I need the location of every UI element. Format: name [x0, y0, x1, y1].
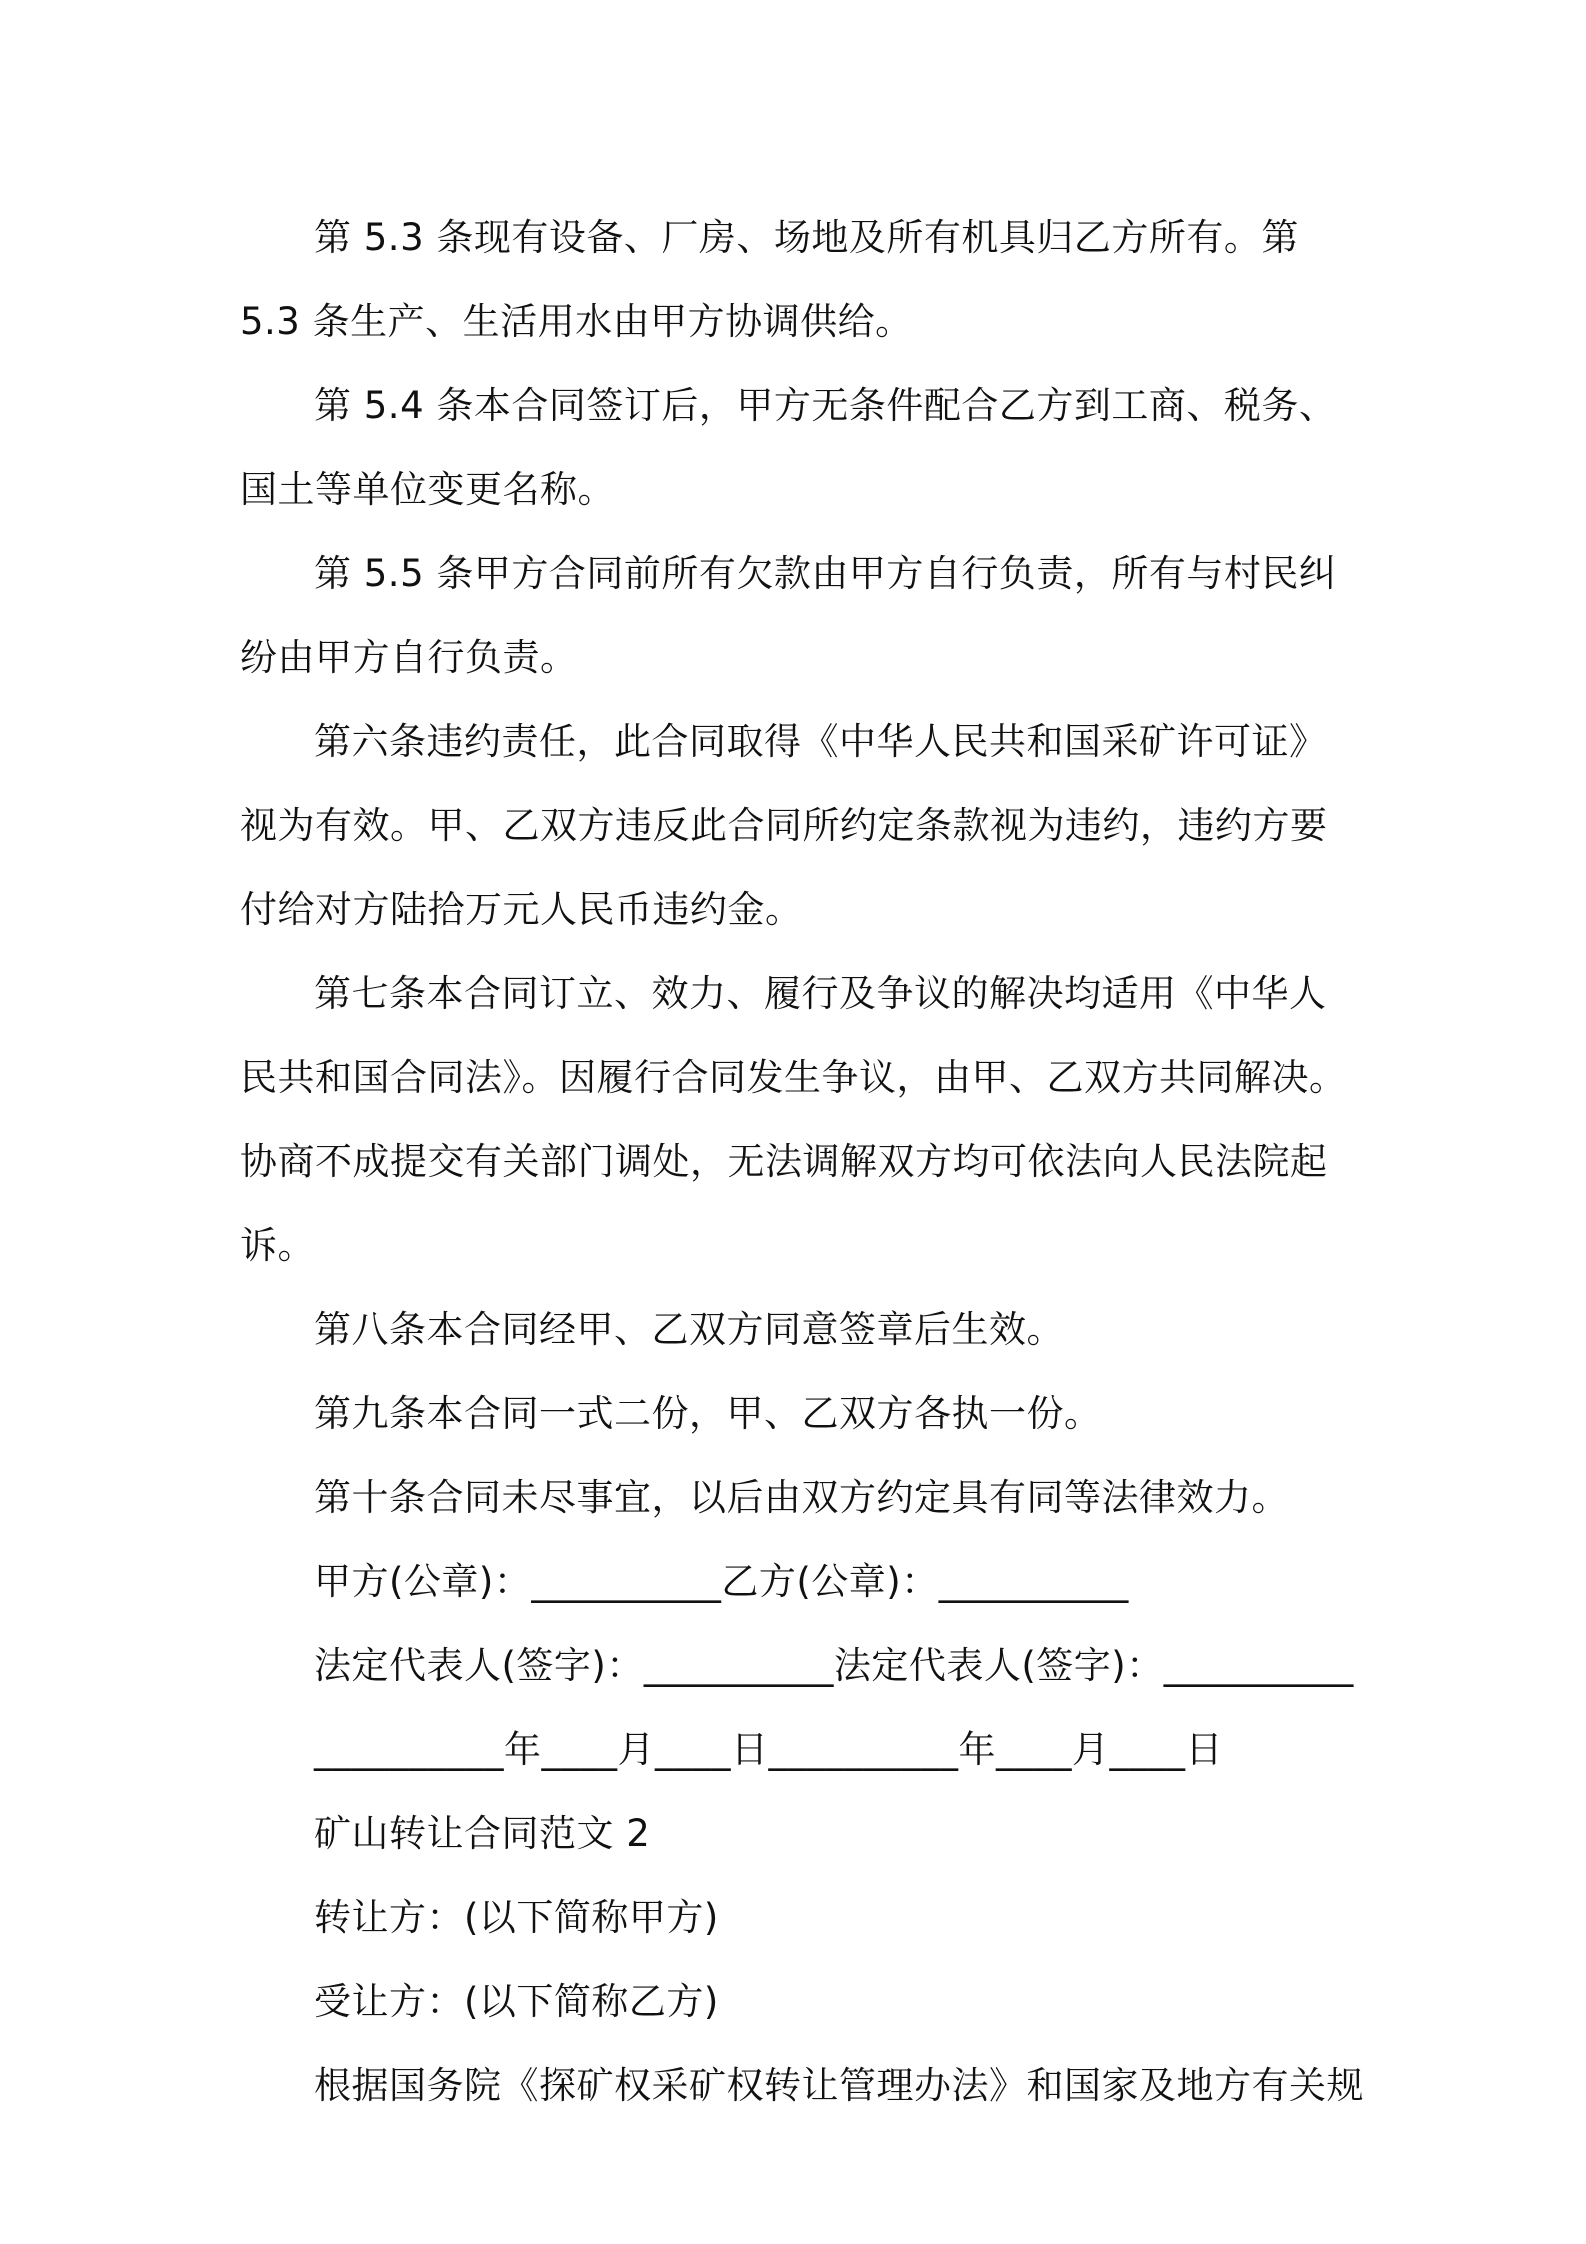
date-line: __________年____月____日__________年____月____日: [314, 1728, 1223, 1771]
clause-5-3: 第 5.3 条现有设备、厂房、场地及所有机具归乙方所有。第 5.3 条生产、生活用水由甲方协调供给。: [240, 216, 1312, 343]
seal-line: 甲方(公章)：__________乙方(公章)：__________: [314, 1560, 1129, 1603]
clause-10-other: 第十条合同未尽事宜，以后由双方约定具有同等法律效力。: [314, 1476, 1289, 1519]
basis-line: 根据国务院《探矿权采矿权转让管理办法》和国家及地方有关规: [314, 2064, 1364, 2107]
signature-line: 法定代表人(签字)：__________法定代表人(签字)：__________: [314, 1644, 1354, 1687]
transferee-line: 受让方：(以下简称乙方): [314, 1980, 719, 2023]
clause-6-liability: 第六条违约责任，此合同取得《中华人民共和国采矿许可证》视为有效。甲、乙双方违反此合同所约定条款视为违约，违约方要付给对方陆拾万元人民币违约金。: [240, 720, 1328, 931]
document-body: [240, 196, 1364, 2128]
clause-7-dispute: 第七条本合同订立、效力、履行及争议的解决均适用《中华人民共和国合同法》。因履行合同发生争议，由甲、乙双方共同解决。协商不成提交有关部门调处，无法调解双方均可依法向人民法院起诉。: [240, 972, 1347, 1267]
transferor-line: 转让方：(以下简称甲方): [314, 1896, 719, 1939]
section-title: 矿山转让合同范文 2: [314, 1812, 651, 1855]
clause-5-5: 第 5.5 条甲方合同前所有欠款由甲方自行负责，所有与村民纠纷由甲方自行负责。: [240, 552, 1337, 679]
clause-9-copies: 第九条本合同一式二份，甲、乙双方各执一份。: [314, 1392, 1102, 1435]
clause-8-effective: 第八条本合同经甲、乙双方同意签章后生效。: [314, 1308, 1064, 1351]
clause-5-4: 第 5.4 条本合同签订后，甲方无条件配合乙方到工商、税务、国土等单位变更名称。: [240, 384, 1337, 511]
